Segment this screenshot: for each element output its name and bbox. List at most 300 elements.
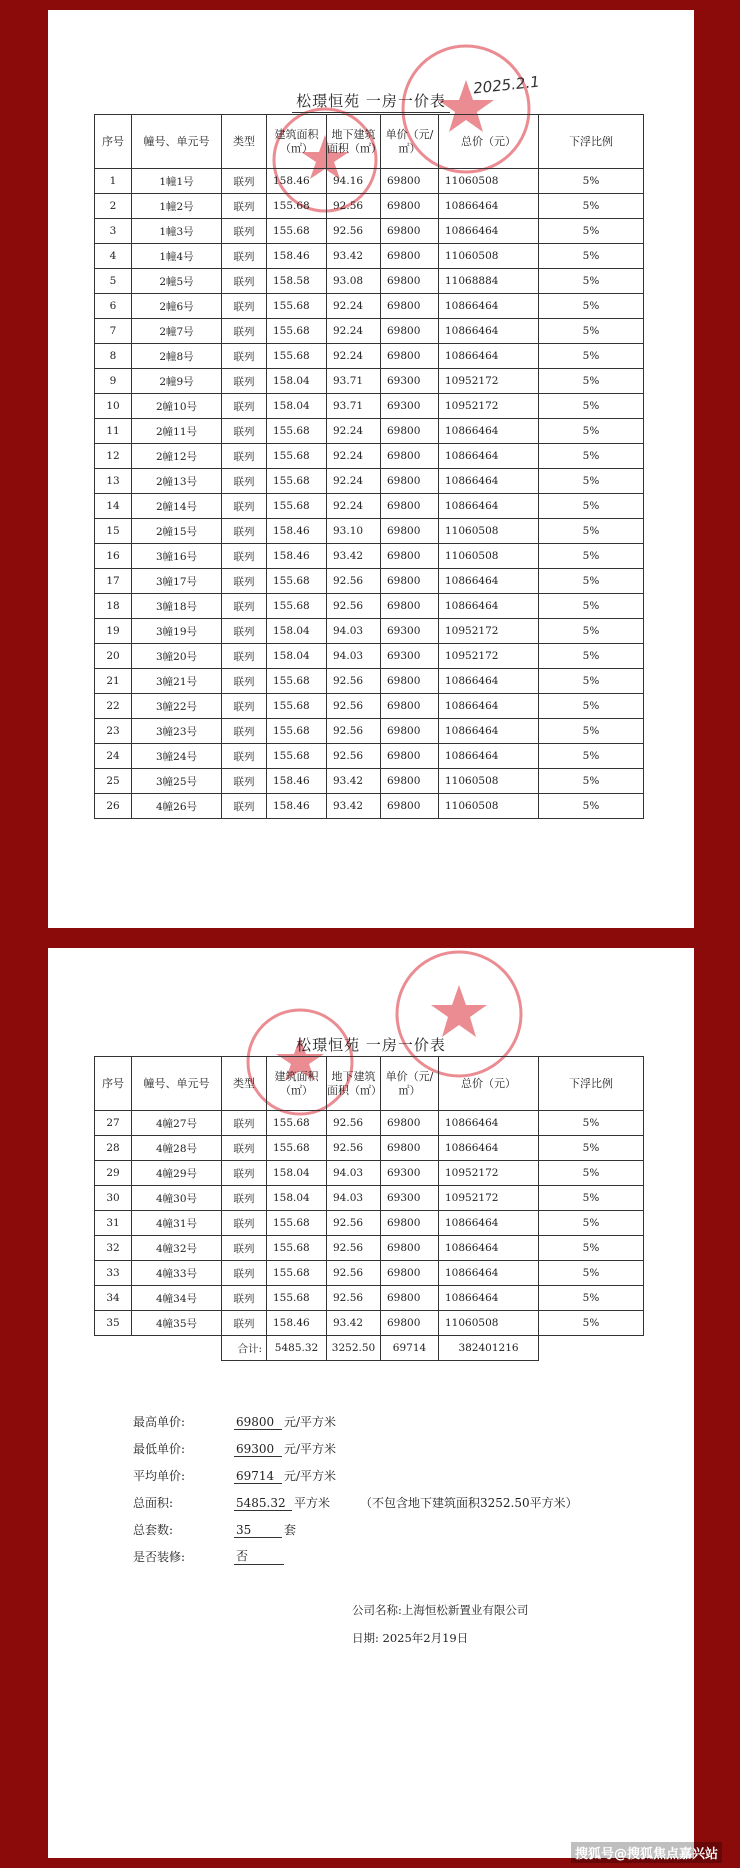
unit-price: 69800 [381, 519, 439, 544]
building-unit: 3幢20号 [132, 644, 222, 669]
floor-area: 155.68 [267, 719, 327, 744]
unit-type: 联列 [222, 1211, 267, 1236]
total-price: 10866464 [439, 1286, 539, 1311]
total-price: 10866464 [439, 219, 539, 244]
unit-price: 69800 [381, 1211, 439, 1236]
underground-area: 93.71 [327, 369, 381, 394]
unit-price: 69800 [381, 169, 439, 194]
unit-price: 69800 [381, 669, 439, 694]
total-price: 10866464 [439, 469, 539, 494]
underground-area: 92.24 [327, 344, 381, 369]
discount-rate: 5% [539, 1286, 644, 1311]
unit-type: 联列 [222, 1111, 267, 1136]
total-price: 382401216 [439, 1336, 539, 1361]
table-row [95, 1161, 644, 1186]
unit-type: 联列 [222, 794, 267, 819]
unit-seq: 2 [95, 194, 132, 219]
handwritten-date: 2025.2.1 [472, 72, 541, 98]
underground-area: 93.08 [327, 269, 381, 294]
unit-price: 69800 [381, 1136, 439, 1161]
unit-price: 69800 [381, 319, 439, 344]
unit-type: 联列 [222, 644, 267, 669]
floor-area: 155.68 [267, 194, 327, 219]
price-table-page-2 [94, 1056, 644, 1361]
total-price: 10866464 [439, 1211, 539, 1236]
unit-seq: 13 [95, 469, 132, 494]
unit-type: 联列 [222, 1186, 267, 1211]
floor-area: 155.68 [267, 1111, 327, 1136]
building-unit: 4幢28号 [132, 1136, 222, 1161]
unit-type: 联列 [222, 344, 267, 369]
summary-total-units: 总套数: 35 套 [133, 1523, 297, 1537]
building-unit: 3幢22号 [132, 694, 222, 719]
unit-type: 联列 [222, 1161, 267, 1186]
unit-price: 69800 [381, 294, 439, 319]
building-unit: 1幢4号 [132, 244, 222, 269]
total-price: 10866464 [439, 419, 539, 444]
source-watermark: 搜狐号@搜狐焦点嘉兴站 [571, 1842, 722, 1863]
underground-area: 93.42 [327, 244, 381, 269]
total-price: 10866464 [439, 719, 539, 744]
summary-min-price: 最低单价: 69300 元/平方米 [133, 1442, 337, 1456]
table-row [95, 669, 644, 694]
unit-seq: 15 [95, 519, 132, 544]
building-unit: 2幢7号 [132, 319, 222, 344]
summary-decorated: 是否装修: 否 [133, 1538, 578, 1565]
discount-rate: 5% [539, 1161, 644, 1186]
unit-type: 联列 [222, 569, 267, 594]
total-price: 10952172 [439, 394, 539, 419]
building-unit: 4幢26号 [132, 794, 222, 819]
building-unit: 4幢31号 [132, 1211, 222, 1236]
table-header-row [95, 1057, 644, 1111]
total-price: 11060508 [439, 519, 539, 544]
unit-price: 69800 [381, 194, 439, 219]
total-price: 11068884 [439, 269, 539, 294]
floor-area: 155.68 [267, 294, 327, 319]
building-unit: 1幢2号 [132, 194, 222, 219]
table-row [95, 394, 644, 419]
discount-rate: 5% [539, 344, 644, 369]
total-price: 10952172 [439, 369, 539, 394]
summary-max-price: 最高单价: 69800 元/平方米 [133, 1415, 337, 1429]
unit-price: 69800 [381, 794, 439, 819]
building-unit: 2幢13号 [132, 469, 222, 494]
unit-price: 69800 [381, 594, 439, 619]
underground-area: 92.56 [327, 1136, 381, 1161]
building-unit: 2幢12号 [132, 444, 222, 469]
unit-price: 69800 [381, 1286, 439, 1311]
total-area: 5485.32 [267, 1336, 327, 1361]
discount-rate: 5% [539, 444, 644, 469]
floor-area: 158.04 [267, 1186, 327, 1211]
building-unit: 2幢10号 [132, 394, 222, 419]
discount-rate: 5% [539, 494, 644, 519]
floor-area: 155.68 [267, 594, 327, 619]
header-cell: 序号 [95, 115, 132, 169]
discount-rate: 5% [539, 1211, 644, 1236]
total-price: 10866464 [439, 1261, 539, 1286]
unit-type: 联列 [222, 444, 267, 469]
floor-area: 158.46 [267, 1311, 327, 1336]
unit-type: 联列 [222, 469, 267, 494]
unit-seq: 35 [95, 1311, 132, 1336]
underground-area: 93.71 [327, 394, 381, 419]
building-unit: 4幢35号 [132, 1311, 222, 1336]
unit-seq: 10 [95, 394, 132, 419]
unit-type: 联列 [222, 1311, 267, 1336]
unit-type: 联列 [222, 544, 267, 569]
unit-type: 联列 [222, 244, 267, 269]
unit-seq: 7 [95, 319, 132, 344]
building-unit: 1幢3号 [132, 219, 222, 244]
discount-rate: 5% [539, 319, 644, 344]
table-row [95, 594, 644, 619]
building-unit: 3幢19号 [132, 619, 222, 644]
floor-area: 158.04 [267, 394, 327, 419]
building-unit: 4幢34号 [132, 1286, 222, 1311]
underground-area: 92.56 [327, 594, 381, 619]
total-price: 10866464 [439, 669, 539, 694]
floor-area: 158.46 [267, 769, 327, 794]
unit-seq: 14 [95, 494, 132, 519]
unit-seq: 19 [95, 619, 132, 644]
floor-area: 155.68 [267, 1286, 327, 1311]
discount-rate: 5% [539, 1186, 644, 1211]
table-row [95, 1186, 644, 1211]
table-row [95, 694, 644, 719]
unit-type: 联列 [222, 269, 267, 294]
floor-area: 155.68 [267, 469, 327, 494]
building-unit: 2幢9号 [132, 369, 222, 394]
document-page-2 [48, 948, 694, 1858]
issue-date: 日期: 2025年2月19日 [352, 1631, 469, 1645]
discount-rate: 5% [539, 419, 644, 444]
header-cell: 总价（元） [439, 1057, 539, 1111]
discount-rate: 5% [539, 1111, 644, 1136]
unit-seq: 33 [95, 1261, 132, 1286]
total-price: 10866464 [439, 569, 539, 594]
underground-area: 94.03 [327, 619, 381, 644]
total-price: 11060508 [439, 794, 539, 819]
discount-rate: 5% [539, 769, 644, 794]
table-row [95, 1136, 644, 1161]
building-unit: 3幢16号 [132, 544, 222, 569]
total-price: 10866464 [439, 194, 539, 219]
unit-seq: 31 [95, 1211, 132, 1236]
header-cell: 建筑面积（㎡） [267, 115, 327, 169]
unit-seq: 21 [95, 669, 132, 694]
table-row [95, 169, 644, 194]
underground-area: 94.03 [327, 644, 381, 669]
unit-seq: 27 [95, 1111, 132, 1136]
total-price: 10866464 [439, 694, 539, 719]
underground-area: 92.24 [327, 469, 381, 494]
unit-type: 联列 [222, 519, 267, 544]
total-price: 10866464 [439, 744, 539, 769]
discount-rate: 5% [539, 619, 644, 644]
unit-seq: 17 [95, 569, 132, 594]
table-body-page-1 [95, 169, 644, 819]
underground-area: 92.56 [327, 194, 381, 219]
discount-rate: 5% [539, 169, 644, 194]
table-row [95, 244, 644, 269]
building-unit: 4幢27号 [132, 1111, 222, 1136]
underground-area: 92.24 [327, 444, 381, 469]
unit-seq: 29 [95, 1161, 132, 1186]
discount-rate: 5% [539, 194, 644, 219]
price-summary [133, 1403, 578, 1565]
floor-area: 158.46 [267, 794, 327, 819]
table-row [95, 194, 644, 219]
unit-seq: 9 [95, 369, 132, 394]
unit-price: 69800 [381, 419, 439, 444]
unit-type: 联列 [222, 194, 267, 219]
header-cell: 下浮比例 [539, 115, 644, 169]
unit-seq: 34 [95, 1286, 132, 1311]
unit-seq: 11 [95, 419, 132, 444]
building-unit: 4幢33号 [132, 1261, 222, 1286]
total-price: 10866464 [439, 494, 539, 519]
table-row [95, 1286, 644, 1311]
building-unit: 3幢23号 [132, 719, 222, 744]
discount-rate: 5% [539, 219, 644, 244]
unit-price: 69800 [381, 744, 439, 769]
building-unit: 4幢29号 [132, 1161, 222, 1186]
table-row [95, 569, 644, 594]
total-price: 10866464 [439, 444, 539, 469]
unit-seq: 8 [95, 344, 132, 369]
table-row [95, 444, 644, 469]
header-cell: 地下建筑面积（㎡） [327, 1057, 381, 1111]
unit-price: 69800 [381, 1111, 439, 1136]
unit-type: 联列 [222, 169, 267, 194]
table-row [95, 1261, 644, 1286]
unit-type: 联列 [222, 1261, 267, 1286]
table-row [95, 719, 644, 744]
unit-type: 联列 [222, 594, 267, 619]
unit-type: 联列 [222, 394, 267, 419]
discount-rate: 5% [539, 669, 644, 694]
unit-seq: 6 [95, 294, 132, 319]
discount-rate: 5% [539, 1136, 644, 1161]
floor-area: 155.68 [267, 1136, 327, 1161]
unit-seq: 28 [95, 1136, 132, 1161]
header-cell: 总价（元） [439, 115, 539, 169]
floor-area: 155.68 [267, 219, 327, 244]
total-price: 10952172 [439, 644, 539, 669]
table-row [95, 419, 644, 444]
building-unit: 4幢32号 [132, 1236, 222, 1261]
unit-type: 联列 [222, 1286, 267, 1311]
summary-avg-price: 平均单价: 69714 元/平方米 [133, 1469, 337, 1483]
total-row [95, 1336, 644, 1361]
table-row [95, 644, 644, 669]
floor-area: 155.68 [267, 344, 327, 369]
floor-area: 155.68 [267, 494, 327, 519]
table-row [95, 319, 644, 344]
unit-type: 联列 [222, 1236, 267, 1261]
table-row [95, 269, 644, 294]
unit-price: 69800 [381, 269, 439, 294]
discount-rate: 5% [539, 569, 644, 594]
total-price: 11060508 [439, 769, 539, 794]
discount-rate: 5% [539, 594, 644, 619]
underground-area: 92.56 [327, 219, 381, 244]
floor-area: 155.68 [267, 1261, 327, 1286]
underground-area: 92.56 [327, 1211, 381, 1236]
unit-price: 69800 [381, 769, 439, 794]
total-underground-area: 3252.50 [327, 1336, 381, 1361]
unit-type: 联列 [222, 744, 267, 769]
unit-type: 联列 [222, 419, 267, 444]
unit-seq: 32 [95, 1236, 132, 1261]
discount-rate: 5% [539, 269, 644, 294]
header-cell: 建筑面积（㎡） [267, 1057, 327, 1111]
underground-area: 92.56 [327, 719, 381, 744]
unit-price: 69800 [381, 719, 439, 744]
header-cell: 单价（元/㎡） [381, 115, 439, 169]
average-unit-price: 69714 [381, 1336, 439, 1361]
table-row [95, 494, 644, 519]
document-title: 松璟恒苑 一房一价表 [292, 1036, 450, 1057]
underground-area: 92.56 [327, 694, 381, 719]
unit-seq: 22 [95, 694, 132, 719]
table-row [95, 1111, 644, 1136]
underground-area: 92.56 [327, 1261, 381, 1286]
header-cell: 类型 [222, 1057, 267, 1111]
total-price: 11060508 [439, 1311, 539, 1336]
discount-rate: 5% [539, 294, 644, 319]
total-label: 合计: [222, 1336, 267, 1361]
unit-seq: 24 [95, 744, 132, 769]
unit-seq: 18 [95, 594, 132, 619]
total-price: 10866464 [439, 1111, 539, 1136]
unit-type: 联列 [222, 494, 267, 519]
total-price: 10866464 [439, 319, 539, 344]
discount-rate: 5% [539, 1261, 644, 1286]
discount-rate: 5% [539, 519, 644, 544]
discount-rate: 5% [539, 644, 644, 669]
table-row [95, 369, 644, 394]
header-cell: 类型 [222, 115, 267, 169]
table-row [95, 519, 644, 544]
table-row [95, 469, 644, 494]
underground-area: 93.10 [327, 519, 381, 544]
underground-area: 93.42 [327, 1311, 381, 1336]
summary-total-area: 总面积: 5485.32 平方米 （不包含地下建筑面积3252.50平方米） [133, 1496, 578, 1510]
table-row [95, 769, 644, 794]
floor-area: 155.68 [267, 694, 327, 719]
table-row [95, 344, 644, 369]
floor-area: 158.46 [267, 519, 327, 544]
building-unit: 3幢21号 [132, 669, 222, 694]
building-unit: 3幢25号 [132, 769, 222, 794]
unit-seq: 5 [95, 269, 132, 294]
unit-price: 69800 [381, 219, 439, 244]
unit-price: 69800 [381, 469, 439, 494]
unit-seq: 25 [95, 769, 132, 794]
floor-area: 155.68 [267, 444, 327, 469]
discount-rate: 5% [539, 719, 644, 744]
unit-price: 69800 [381, 1261, 439, 1286]
document-title: 松璟恒苑 一房一价表 [292, 92, 450, 113]
total-price: 10866464 [439, 344, 539, 369]
total-price: 10952172 [439, 1186, 539, 1211]
discount-rate: 5% [539, 744, 644, 769]
underground-area: 93.42 [327, 794, 381, 819]
unit-type: 联列 [222, 1136, 267, 1161]
unit-price: 69800 [381, 1236, 439, 1261]
building-unit: 2幢8号 [132, 344, 222, 369]
floor-area: 158.46 [267, 169, 327, 194]
underground-area: 92.56 [327, 1236, 381, 1261]
table-body-page-2 [95, 1111, 644, 1336]
total-price: 10866464 [439, 1236, 539, 1261]
discount-rate: 5% [539, 794, 644, 819]
header-cell: 幢号、单元号 [132, 115, 222, 169]
floor-area: 155.68 [267, 1211, 327, 1236]
unit-price: 69300 [381, 369, 439, 394]
discount-rate: 5% [539, 544, 644, 569]
unit-price: 69300 [381, 1161, 439, 1186]
discount-rate: 5% [539, 1236, 644, 1261]
unit-type: 联列 [222, 769, 267, 794]
unit-seq: 4 [95, 244, 132, 269]
table-row [95, 619, 644, 644]
building-unit: 3幢24号 [132, 744, 222, 769]
unit-seq: 30 [95, 1186, 132, 1211]
unit-price: 69800 [381, 344, 439, 369]
floor-area: 158.04 [267, 619, 327, 644]
price-table-page-1 [94, 114, 644, 819]
unit-price: 69800 [381, 544, 439, 569]
company-name: 公司名称:上海恒松新置业有限公司 [352, 1603, 529, 1617]
building-unit: 2幢5号 [132, 269, 222, 294]
total-price: 11060508 [439, 244, 539, 269]
unit-type: 联列 [222, 294, 267, 319]
total-price: 10952172 [439, 1161, 539, 1186]
unit-type: 联列 [222, 619, 267, 644]
floor-area: 158.04 [267, 1161, 327, 1186]
table-row [95, 1236, 644, 1261]
discount-rate: 5% [539, 1311, 644, 1336]
unit-price: 69300 [381, 394, 439, 419]
unit-seq: 20 [95, 644, 132, 669]
building-unit: 3幢18号 [132, 594, 222, 619]
total-price: 10952172 [439, 619, 539, 644]
floor-area: 158.04 [267, 369, 327, 394]
underground-area: 94.16 [327, 169, 381, 194]
underground-area: 94.03 [327, 1186, 381, 1211]
unit-price: 69800 [381, 444, 439, 469]
building-unit: 2幢14号 [132, 494, 222, 519]
unit-seq: 1 [95, 169, 132, 194]
unit-type: 联列 [222, 719, 267, 744]
unit-type: 联列 [222, 369, 267, 394]
header-cell: 幢号、单元号 [132, 1057, 222, 1111]
unit-seq: 23 [95, 719, 132, 744]
discount-rate: 5% [539, 369, 644, 394]
floor-area: 158.58 [267, 269, 327, 294]
underground-area: 94.03 [327, 1161, 381, 1186]
total-price: 11060508 [439, 169, 539, 194]
table-header-row [95, 115, 644, 169]
underground-area: 92.24 [327, 494, 381, 519]
discount-rate: 5% [539, 394, 644, 419]
total-price: 10866464 [439, 1136, 539, 1161]
floor-area: 155.68 [267, 319, 327, 344]
